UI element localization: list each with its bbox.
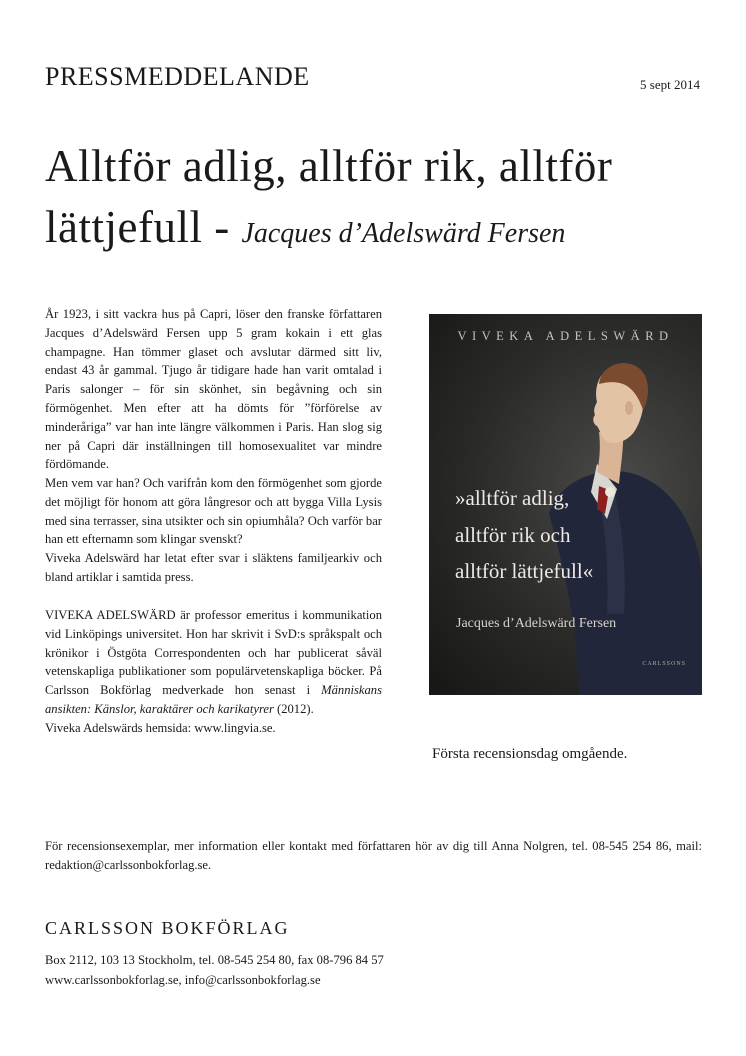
body-paragraph-1 — [45, 305, 382, 474]
headline-subtitle: Jacques d’Adelswärd Fersen — [241, 218, 566, 249]
author-bio — [45, 606, 382, 738]
publish-date: 5 sept 2014 — [640, 77, 700, 92]
headline-line-2-text: lättjefull - — [45, 202, 230, 252]
bio-text — [45, 606, 382, 719]
author-website: Viveka Adelswärds hemsida: www.lingvia.se. — [45, 720, 276, 735]
book-year: (2012). — [273, 701, 314, 716]
cover-title-line: »alltför adlig, — [455, 486, 570, 510]
paragraph-text: Viveka Adelswärd har letat efter svar i släktens familjearkiv och bland artiklar i samtida press. — [45, 551, 382, 584]
cover-title — [455, 480, 593, 590]
contact-info: För recensionsexemplar, mer information eller kontakt med författaren hör av dig till Anna Nolgren, tel. 08-545 254 86, mail: redaktion@carlssonbokforlag.se. — [45, 839, 702, 872]
headline-line-1: Alltför adlig, alltför rik, alltför — [45, 141, 613, 191]
document-label: PRESSMEDDELANDE — [45, 62, 310, 91]
publisher-web: www.carlssonbokforlag.se, info@carlssonbokforlag.se — [45, 973, 321, 987]
cover-author: VIVEKA ADELSWÄRD — [457, 329, 674, 343]
bio-intro: VIVEKA ADELSWÄRD är professor emeritus i kommunikation vid Linköpings universitet. Hon har skrivit i SvD:s språkspalt och krönikor i Östgöta Correspondenten och har publicerat såväl vetenskapliga publikationer som populärvetenskapliga böcker. På Carlsson Bokförlag medverkade hon senast i — [45, 608, 382, 698]
publisher-name: CARLSSON BOKFÖRLAG — [45, 918, 290, 938]
paragraph-text: Men vem var han? Och varifrån kom den förmögenhet som gjorde det möjligt för honom att göra långresor och att bygga Villa Lysis med sina terrasser, sina utsikter och sin opiumhåla? Och varför bar han ett efternamn som klingar svenskt? — [45, 476, 382, 547]
cover-publisher: CARLSSONS — [642, 661, 686, 667]
cover-subtitle: Jacques d’Adelswärd Fersen — [456, 616, 617, 631]
book-cover — [429, 314, 702, 695]
headline-line-2 — [45, 202, 566, 252]
book-title: Människans ansikten: Känslor, karaktärer och karikatyrer — [45, 683, 382, 716]
paragraph-text: År 1923, i sitt vackra hus på Capri, löser den franske författaren Jacques d’Adelswärd Fersen upp 5 gram kokain i ett glas champagne. Han tömmer glaset och avslutar därmed sitt liv, endast 43 år gammal. Tjugo år tidigare hade han varit omtalad i Paris salonger – för sin skönhet, sin begåvning och sin förmögenhet. Men efter att ha dömts för ”förförelse av minderåriga” var han inte längre välkommen i Paris. Han slog sig ner på Capri där inställningen till homosexualitet var mindre fördömande. — [45, 307, 382, 472]
cover-title-line: alltför rik och — [455, 522, 571, 547]
cover-title-line: alltför lättjefull« — [455, 559, 594, 583]
publisher-address: Box 2112, 103 13 Stockholm, tel. 08-545 254 80, fax 08-796 84 57 — [45, 953, 384, 967]
review-date-note: Första recensionsdag omgående. — [432, 746, 628, 762]
body-paragraph-2 — [45, 474, 382, 587]
